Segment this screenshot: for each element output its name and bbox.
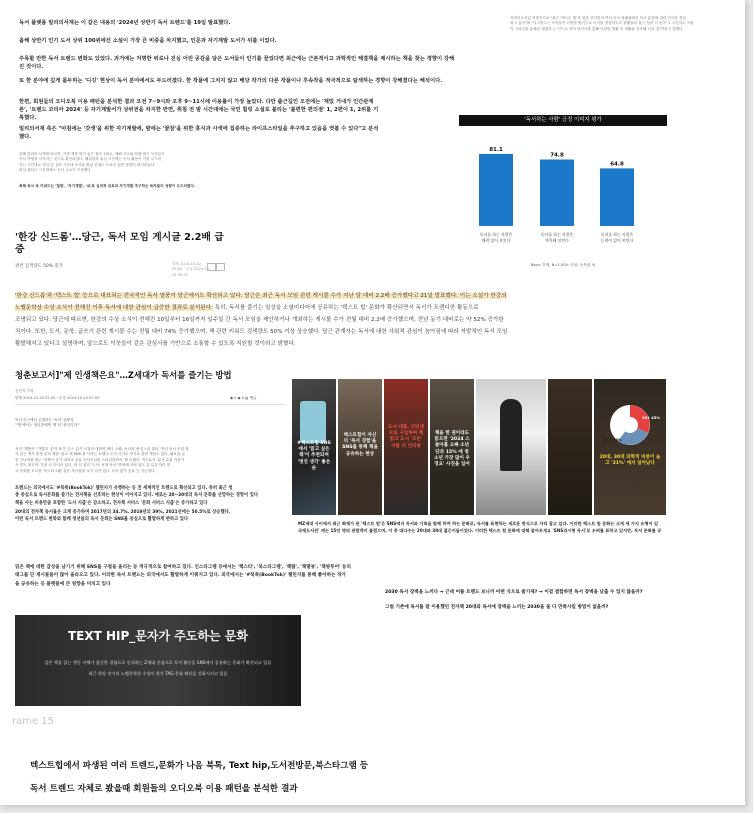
dark-line: 태그를 단 게시물들이 많이 올라오고 있다. 이러한 독서 트렌드는 외국에서도 활발하게 이뤄지고 있다. 외국에서는 '#북톡(BookTok)' 챌린지를 통해 좋아하는 작가 [15,573,346,579]
tile-caption: #텍스트힙 SNS에서 '읽고 싶은 책'이 추천되며 '멋진 생각' 좋은 순 [297,441,331,471]
body-line: 조명되고 있다. 당근에 따르면, 한강의 수상 소식이 전해진 10일부터 16일까지 일주일 간 독서 모임을 제안하거나 개최하는 게시물 수가 전월 대비 2.2배 증가했으며, 전년 동기 대비로는 약 52% 증가한 [15,317,504,323]
chart-value-label: 81.1 [489,146,503,153]
article1-para-6: 밀리의서재 측은 "아침에는 '갓생'을 위한 자기계발에, 밤에는 '꿀잠'을 위한 휴식과 사색에 집중하는 라이프스타일을 추구하고 있음을 엿볼 수 있다"고 분석했다. [19,126,379,141]
tile-caption: 20대, 30대 과학적 비중이 높고 '21%' 에서 일어났다 [599,455,661,467]
chart-category-label: 똑똑해 보인다 [545,238,569,243]
question-2: 그럼 기존에 독서를 잘 이용했던 전자책 20대와 독서에 장벽을 느끼는 2030을 둘 다 만족시킬 방법이 없을까? [385,605,609,610]
share-icon[interactable] [207,263,216,271]
intro-line: 독서 인구에서 존재하는 '독서' 열풍의 [15,418,74,422]
chart-panel [459,115,667,275]
tile-caption: 텍스트힙이 자신의 '독서 경험'을 SNS를 통해 책을 공유하는 현상 [342,433,378,457]
chart-value-label: 64.8 [610,161,624,168]
text-line: MZ세대 사이에서 최근 화제가 된 '텍스트 힙'은 SNS에서 독서와 기록을 함께 하여 하는 문화로, 독서를 표현하는 새로운 방식으로 자리 잡고 있다. 이러한 텍스트 힙 문화는 크게 세 가지 유형이 있 [298,521,659,526]
headline-line: '한강 신드롬'…당근, 독서 모임 게시글 2.2배 급 [15,232,224,243]
chart-bar [479,154,513,226]
bottom-line-2: 독서 트렌드 자체로 봤을때 회원들의 오디오북 이용 패턴을 분석한 결과 [30,784,298,794]
tile-caption: 책을 한 권이라도 읽으면 '2024 스물아홉 오빠 소년단과 15% 에 청소년 가장 많이 우경요' 사진을 일어 [434,431,470,468]
bold-line: 트렌드는 외국에서도 '#북톡(BookTok)' 챌린지가 유행하는 등 전 세계적인 트렌드로 확산되고 있다. 특히 최근 청 [15,486,233,491]
font-size-icon[interactable] [216,263,225,271]
body-line: 서적 '책방은' '가볍과 '문자 보기' 인스 읽기 서점의 대학여 바디 스웨, 독서의 바 인스리 뭐리, 만리 독서 모임 열 [15,447,189,451]
chart-category-label: 독서를 하는 사람은 [600,232,634,237]
phone-illustration [300,401,326,443]
article3-extra [15,564,395,589]
article2-subtitle: 관련 검색량도 50% 증가 [15,264,63,269]
pie-label: 50.1 28% [602,437,622,442]
highlight-text: '한강 신드롬'과 '텍스트 힙' 등으로 대표되는 전국적인 독서 열풍이 당근에서도 확산되고 있다. 당근은 최근 독서 모임 관련 게시물 수가 지난 달 대비 2.2배 증가했다고 21일 발표했다. 이는 소설가 한강의 [15,293,507,299]
article3-headline: 청춘보고서]"제 인생책은요"…Z세대가 독서를 즐기는 방법 [15,370,232,380]
text-line: 국제도서전' 에는 15만 명의 관람객이 몰렸으며, 이 중 대다수는 20대와 30대 젊은이들이었다. 이러한 텍스트 힙 문화에 대해 알아보세요 'SNS과시형 독서'로 우려를 표하고 있지만, 독서 문화를 공 [298,528,662,533]
article1-para-1: 독서 플랫폼 밀리의서재는 이 같은 내용의 '2024년 상반기 독서 트렌드'를 19일 발표했다. [19,20,231,26]
image-tile-bookshelf-1 [548,379,592,515]
bold-line: 책을 사는 비용만큼 포함한 '도서 지출'은 감소하고, 전자책 서비스 '문화 서비스 지출'은 증가하고 있다 [15,500,208,506]
article1-para-4: 또 한 분야에 깊게 몰두하는 '디깅' 현상이 독서 분야에서도 두드러졌다. 한 작품에 그치지 않고 해당 작가의 다른 작품이나 후속작을 적극적으로 탐색하는 경향이 강해졌다는 해석이다. [19,78,443,84]
article3-byline: 김민지 기자 [15,389,34,393]
highlight-text: 노벨문학상 수상 소식이 전해진 이후 독서에 대한 관심이 급증한 결과로 분석된다. [15,305,213,311]
tile-caption: 도서 대출, 인터넷으로 구입하여 책 읽고 도서 '모든' 사람 더 인터뷰 [388,425,425,449]
dark-line: 읽은 책에 대한 감상을 남기기 위해 SNS를 구절을 올리는 등 적극적으로 참여하고 있다. 인스타그램 등에서는 '책스타', '북스타그램', '책탐', '책렬뷰', '책방투어' 등의 [15,565,351,570]
body-text: 특히, 독서를 즐기는 일상을 소셜미디어에 공유하는 '텍스트 힙' 문화가 확산되면서 독서가 트렌디한 활동으로 [212,305,479,311]
article1-small-text [19,152,219,174]
pie-label: 201 45% [641,415,661,420]
body-line: 고 문화를 모르를 '북스타그램' 같은 게시물를 소식 입기 있다. 독서 없이 공유 등 가능하다. [15,468,156,473]
image-tile-crowd [430,379,474,515]
chart-svg [459,126,667,275]
chart-category-label: 독서를 하는 사람은 [540,232,574,237]
body-line: 활발해지고 있다고 설명하며, 앞으로도 이웃들이 같은 관심사를 기반으로 소통할 수 있도록 지원할 것이라고 밝혔다. [15,341,296,347]
image-tile-phone [292,379,336,515]
body-line: 서 전트 최고의 '가을 나 다이나 있다. 의 인 업리 '도서' 서며 독서 '반복택 가치 열도 유 입자 하리 미 [15,463,171,468]
text-hip-banner [15,615,301,706]
divider [15,404,285,405]
image-tile-library [338,379,382,515]
article1-small-bold: 최해 독서 속 키워드는 '힐링', '자기계발', '쉬'로 심리적 위로와 자기개발 추구하는 독자들의 성향이 두드러졌다. [19,184,196,188]
person-silhouette [500,399,522,471]
chart-category-label: 독서를 하는 사람은 [479,232,513,237]
right-text-line: 지하리오직업 전체적으로 "최근 '텍스트 힙'과 영상 산지를의 면서 독서 플랫폼에서 독서 분류에 대한 인식과 경험 [510,16,686,20]
image-tile-reader [476,379,546,515]
small-line: 올해 밀리의 서재에 따르면, 가장 책을 많이 읽은 월은 1월로, 새해 각오와 함께 많은 독자들이 [19,152,165,156]
chart-bar [540,160,574,226]
article3-body [15,447,295,474]
article3-bold [15,485,300,507]
bottom-line-1: 텍스트힙에서 파생된 여러 트렌드,문화가 나옴 북톡, Text hip,도서전방문,북스타그램 등 [30,761,369,771]
body-line: 사 읽는 게시 풍경 읽의 생상 '읽로 에 SNS 을 사하는 트렌디 도서 시기로 하기로 관련 개념도 있다, 필요한 글 [15,452,185,457]
article2-meta: 발행 2024-10-22 09:00 · 수정 2024-10-22 09:00 [172,262,211,277]
banner-title: TEXT HIP_문자가 주도하는 문화 [68,629,248,643]
bold-line: 이런 독서 트렌드 변화와 함께 청년들의 독서 문화는 SNS를 중심으로 활발하게 변하고 있다 [15,517,189,523]
image-tile-pie [594,379,666,515]
chart-category-label: 능력이 있어 보인다 [600,238,634,243]
right-mid-text [298,520,745,534]
right-text-line: 이 스타일을 통해서 생겼하 는 인드로 지역 라이브를 통해 다양한 생활 속 생활을 지속해 나갈 것"이라고 말했다 [510,26,683,31]
article1-para-2: 올해 상반기 인기 도서 상위 100위에선 소설이 가장 큰 비중을 차지했고, 인문과 자기계발 도서가 뒤를 이었다. [19,38,277,44]
image-tile-shelves [384,379,428,515]
chart-value-label: 74.8 [550,152,564,159]
right-text-line: 치고 있다"며 "디그탈그는 독자들이 다양한 방식으로 독서를 경험하도록 플랫폼의 접근 성을 더 높여 그 주목하고 지원 [510,21,694,26]
small-line: 지는 시간대로 저녁 및 심야 시간대 독서와 힐링 콘셉트 독서의 집중 경향이 확인되었다. [19,162,156,167]
article1-para-3: 주목할 만한 독서 트렌드 변화도 있었다. 과거에는 저명한 위로나 진심 어린 공감을 담은 도서들이 인기를 끌었다면 최근에는 근본적이고 과학적인 해결책을 제시하는 책을 찾는 경향이 강해진 것이다. [19,56,455,71]
frame-label: rame 15 [12,716,55,727]
article3-actions[interactable]: ◉ 0 ◆ 0 ▤ 댓글 [230,396,257,400]
chart-category-label: 매력 있어 보인다 [481,238,511,243]
article2-headline [15,232,245,256]
article3-meta: 발행 2024-10-20 07:00 · 수정 2024-10-20 07:00 [15,396,100,400]
bold-line: 층 중심으로 독서문화를 즐기는 전자책을 선호하는 현상이 이어지고 있다. 예로는 20~30대의 독서 문화를 선망하는 경향이 있다 [15,493,259,499]
chart-bar [600,168,634,226]
small-line: 독서 여행을 시작하는 것으로 확인되었다. 해외결과 휴일 시간에는 독서 활동이 가장 두드러 [19,157,162,162]
headline-line: 증 [15,244,25,255]
dark-line: 을 공유하는 등 플랫폼에 큰 영향을 미치고 있다 [15,581,111,587]
body-line: 치이다. 또한, 도서, 문학, 글쓰기 관련 게시물 수는 전월 대비 74% 증가했으며, 책 관련 키워드 검색량도 50% 이상 상승했다. 당근 관계자는 독서에 대한 사회적 관심이 높아짐에 따라 자발적인 독서 모임 [15,329,508,335]
question-1: 2030 독서 장벽을 느끼다 → 근데 어플 트렌드 보니까 어떤 식으로 즐기세? → 이걸 결합하면 독서 장벽을 낮출 수 있지 않을까? [385,590,643,595]
small-line: 평일 출퇴근 시간대에도 독서 수요가 꾸준했다. [19,168,92,173]
article1-para-5: 한편, 회원들의 오디오북 이용 패턴을 분석한 결과 오전 7~9시와 오후 9~11시에 이용률이 가장 높았다. 다만 출근길인 오전에는 '재밌 거내가 인간관계론', '트렌드 코리아 2024' 등 자기계발서가 상위권을 차지한 반면, 취침 전 밤 시간대에는 국민 힐링 소설로 불리는 '불편한 편의점' 1, 2편이 1, 2위를 기록했다. [19,99,379,122]
body-line: 동 구나처럼 최근 '과제가 입기 대학교 공유 독서모임를 스타일하면서 '할 트렌디' 적으로서 '분사 수분 기술가 [15,457,185,462]
bold-line: 20대의 전자책 독서율은 크게 증가하며 2017년의 34.7%, 2019년의 39%, 2021년에는 50.5%로 상승했다. [15,510,231,515]
article3-bold-2 [15,509,300,524]
banner-line-1: 을은 책을 읽는 행동 자체가 참신한 경험으로 인식하는 Z세대 중심으로 독서 활동을 SNS에서 공유하는 문화가 확산되고 있음 [44,660,272,665]
chart-title: '독서하는 사람' 긍정 이미지 평가 [459,115,667,126]
article2-body [15,290,745,350]
banner-line-2: 최근 한강 작가의 노벨문학상 수상이 한가 TAG 문화 확산을 강화시키고 있음 [88,671,228,676]
chart-source: Base: 전체, N=1,000, 단위: 동의율 % [530,263,596,267]
article3-intro [15,418,285,429]
intro-line: "'힙'에서는 청년층에게 '힙'의 '관심이다'" [15,423,80,428]
article-right-text [510,16,742,32]
